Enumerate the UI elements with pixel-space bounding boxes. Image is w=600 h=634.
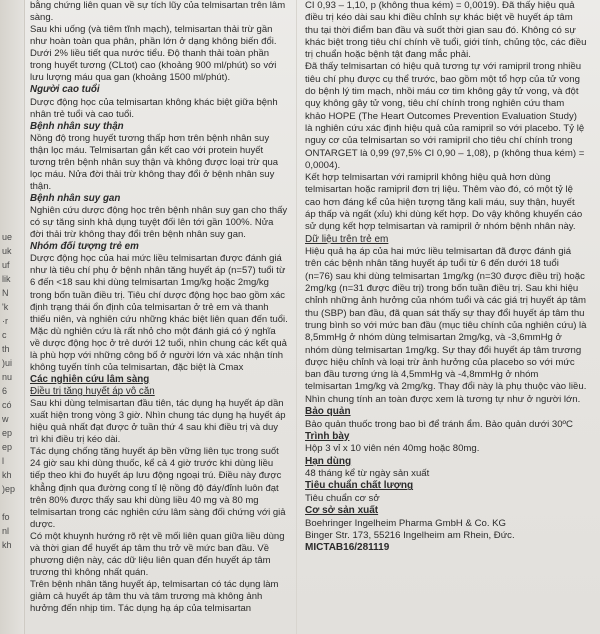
document-code: MICTAB16/281119: [305, 542, 390, 554]
paragraph: Có một khuynh hướng rõ rệt về mối liên quan giữa liều dùng và thời gian để huyết áp tâm thu trở về mức ban đầu. Về phương diện này, các dữ liệu liên quan đến huyết áp tâm trương thì không nhất quán.: [30, 530, 285, 578]
left-column: [30, 0, 288, 615]
paragraph: Tiêu chuẩn cơ sở: [305, 492, 380, 504]
heading-hypertension: Điều trị tăng huyết áp vô căn: [30, 386, 155, 397]
paragraph: Trên bệnh nhân tăng huyết áp, telmisartan có tác dụng làm giảm cả huyết áp tâm thu và tâm trương mà không ảnh hưởng đến nhịp tim. Tác dụng hạ áp của telmisartan: [30, 579, 279, 615]
paragraph: CI 0,93 – 1,10, p (không thua kém) = 0,0019). Đã thấy hiệu quả điều trị kéo dài sau khi điều chỉnh sự khác biệt về huyết áp tâm thu tại thời điểm ban đầu và suốt thời gian sau đó. Không có sự khác biệt trong tiêu chí chính về tuổi, giới tính, chủng tộc, các điều trị chuẩn hoặc bệnh tật đang mắc phải.: [305, 0, 587, 61]
heading-children-pk: Nhóm đối tượng trẻ em: [30, 241, 139, 253]
paragraph: Dược động học của hai mức liều telmisartan được đánh giá như là tiêu chí phụ ở bệnh nhân tăng huyết áp (n=57) tuổi từ 6 đến <18 sau khi dùng telmisartan 1mg/kg hoặc 2mg/kg trong bốn tuần điều trị. Tiêu chí dược động học bao gồm xác định trạng thái ổn định của telmisartan ở trẻ em và thanh thiếu niên, và nghiên cứu những khác biệt liên quan đến tuổi. Mặc dù nghiên cứu là rất nhỏ cho một đánh giá có ý nghĩa về dược động học ở trẻ dưới 12 tuổi, nhìn chung các kết quả là phù hợp với những công bố ở người lớn và xác nhận tính không tuyến tính của telmisartan, đặc biệt là Cmax: [30, 253, 288, 373]
paragraph: Sau khi uống (và tiêm tĩnh mạch), telmisartan thải trừ gần như hoàn toàn qua phân, phần lớn ở dạng không biến đổi. Dưới 2% liều tiết qua nước tiểu. Độ thanh thải toàn phần trong huyết tương (CLtot) cao (khoảng 900 ml/phút) so với lưu lượng máu qua gan (khoảng 1500 ml/phút).: [30, 24, 277, 84]
paragraph: Kết hợp telmisartan với ramipril không hiệu quả hơn dùng telmisartan hoặc ramipril đơn trị liệu. Thêm vào đó, có một tỷ lệ cao hơn đáng kể của hiện tượng tăng kali máu, suy thận, huyết áp thấp và ngất (xỉu) khi dùng kết hợp. Do vậy không khuyến cáo sử dụng kết hợp telmisartan và ramipril ở nhóm bệnh nhân này.: [305, 172, 583, 233]
paragraph: bằng chứng liên quan về sự tích lũy của telmisartan trên lâm sàng.: [30, 0, 286, 24]
paragraph: Đã thấy telmisartan có hiệu quả tương tự với ramipril trong nhiều tiêu chí phụ được cụ thể trước, bao gồm một tổ hợp của tử vong do bệnh lý tim mạch, nhồi máu cơ tim không gây tử vong, và đột quỵ không gây tử vong, tiêu chí chính trong nghiên cứu tham khảo HOPE (The Heart Outcomes Prevention Evaluation Study) là nghiên cứu xác định hiệu quả của ramipril so với placebo. Tỷ lệ nguy cơ của telmisartan so với ramipril cho tiêu chí chính trong ONTARGET là 0,99 (97,5% CI 0,90 – 1,08), p (không thua kém) = 0,0004).: [305, 61, 585, 171]
paragraph: 48 tháng kể từ ngày sản xuất: [305, 468, 430, 480]
paragraph: Bảo quản thuốc trong bao bì để tránh ẩm. Bảo quản dưới 30ºC: [305, 418, 573, 430]
column-divider: [296, 0, 297, 634]
heading-elderly: Người cao tuổi: [30, 84, 100, 96]
heading-manufacturer: Cơ sở sản xuất: [305, 505, 379, 517]
heading-hepatic: Bệnh nhân suy gan: [30, 193, 121, 204]
heading-quality: Tiêu chuẩn chất lượng: [305, 480, 414, 492]
heading-clinical-studies: Các nghiên cứu lâm sàng: [30, 373, 150, 385]
heading-storage: Bảo quản: [305, 406, 351, 417]
paragraph: Nồng độ trong huyết tương thấp hơn trên bệnh nhân suy thận lọc máu. Telmisartan gắn kết cao với protein huyết tương trên bệnh nhân suy thận và không được loại trừ qua lọc máu. Nửa đời thải trừ không thay đổi ở bệnh nhân suy thận.: [30, 132, 279, 192]
heading-packaging: Trình bày: [305, 430, 350, 442]
paragraph: Hộp 3 vỉ x 10 viên nén 40mg hoặc 80mg.: [305, 443, 480, 455]
heading-renal: Bệnh nhân suy thận: [30, 120, 124, 132]
manufacturer-address: Binger Str. 173, 55216 Ingelheim am Rhein, Đức.: [305, 529, 515, 541]
folded-margin: [0, 0, 25, 634]
right-column: [305, 0, 587, 555]
heading-children-data: Dữ liệu trên trẻ em: [305, 233, 389, 245]
manufacturer-name: Boehringer Ingelheim Pharma GmbH & Co. KG: [305, 517, 507, 529]
paragraph: Dược động học của telmisartan không khác biệt giữa bệnh nhân trẻ tuổi và cao tuổi.: [30, 96, 278, 120]
paragraph: Nghiên cứu dược động học trên bệnh nhân suy gan cho thấy có sự tăng sinh khả dụng tuyệt đối lên tới gần 100%. Nửa đời thải trừ không thay đổi trên bệnh nhân suy gan.: [30, 205, 288, 241]
heading-expiry: Hạn dùng: [305, 455, 352, 467]
margin-text-fragments: ue uk uf lik N 'k ·r c th )ui nu 6 có w ep ep l kh )ep fo nl kh: [2, 232, 16, 550]
paragraph: Hiệu quả hạ áp của hai mức liều telmisartan đã được đánh giá trên các bệnh nhân tăng huyết áp tuổi từ 6 đến dưới 18 tuổi (n=76) sau khi dùng telmisartan 1mg/kg (n=30 được điều trị) hoặc 2mg/kg (n=31 được điều trị) trong bốn tuần điều trị. Sau khi hiệu chỉnh những ảnh hưởng của nhóm tuổi và các giá trị huyết áp tâm thu (SBP) ban đầu, đã quan sát thấy sự thay đổi huyết áp tâm thu trung bình so với mức ban đầu (mục tiêu chính của nghiên cứu) là 8,5mmHg ở nhóm dùng telmisartan 2mg/kg, và -3,6mmHg ở nhóm dùng telmisartan 1mg/kg. Sự thay đổi huyết áp tâm trương được hiệu chỉnh và loại trừ ảnh hưởng của placebo so với mức ban đầu tương ứng là 4,5mmHg và -4,8mmHg ở nhóm telmisartan 1mg/kg và 2mg/kg. Thay đổi này là phụ thuộc vào liều. Nhìn chung tính an toàn được xem là tương tự như ở người lớn.: [305, 246, 587, 405]
paragraph: Sau khi dùng telmisartan đầu tiên, tác dụng hạ huyết áp dần xuất hiện trong vòng 3 giờ. Nhìn chung tác dụng hạ huyết áp hiệu quả nhất đạt được ở tuần thứ 4 sau khi điều trị và duy trì khi điều trị kéo dài.: [30, 398, 286, 446]
paragraph: Tác dụng chống tăng huyết áp bền vững liên tục trong suốt 24 giờ sau khi dùng thuốc, kể cả 4 giờ trước khi dùng liều tiếp theo khi đo huyết áp lưu động ngoại trú. Điều này được khẳng định qua đường cong tỉ lệ nồng độ đáy/đỉnh luôn đạt trên 80% được thấy sau khi dùng liều 40 mg và 80 mg telmisartan trong các nghiên cứu lâm sàng đối chứng với giả dược.: [30, 446, 286, 530]
